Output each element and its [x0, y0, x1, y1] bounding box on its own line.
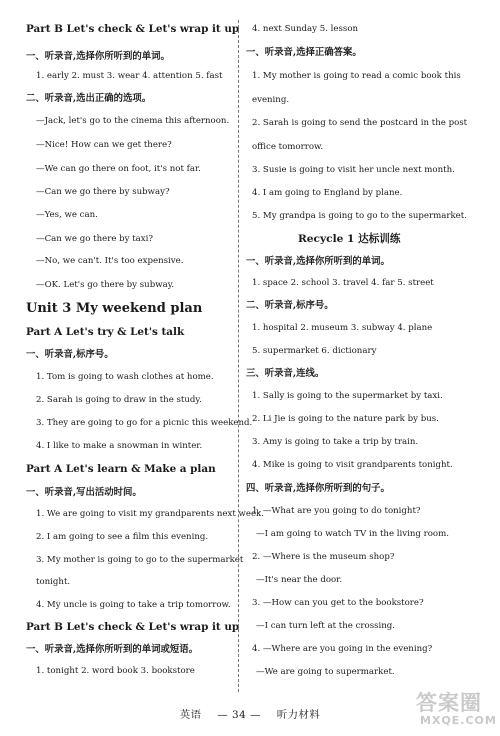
left-text-line: Part B Let's check & Let's wrap it up [26, 621, 240, 633]
right-text-line: 4. —Where are you going in the evening? [252, 644, 433, 654]
right-text-line: 4. next Sunday 5. lesson [252, 24, 359, 34]
right-text-line: Recycle 1 达标训练 [298, 233, 401, 245]
left-text-line: 2. I am going to see a film this evening. [36, 532, 209, 542]
watermark-top: 答案圈 [416, 691, 482, 715]
watermark-bottom: MXQE.COM [420, 714, 497, 727]
left-text-line: 一、听录音,选择你所听到的单词或短语。 [26, 644, 199, 655]
left-text-line: 二、听录音,选出正确的选项。 [26, 93, 152, 104]
right-text-line: 4. I am going to England by plane. [252, 188, 403, 198]
right-text-line: 3. Susie is going to visit her uncle next month. [252, 165, 455, 175]
right-text-line: 3. —How can you get to the bookstore? [252, 598, 424, 608]
left-text-line: —Jack, let's go to the cinema this afternoon. [36, 116, 230, 126]
left-text-line: 1. We are going to visit my grandparents next week. [36, 509, 264, 519]
footer-label: 听力材料 [276, 709, 321, 721]
left-text-line: 3. My mother is going to go to the supermarket [36, 555, 244, 565]
right-text-line: 一、听录音,选择你所听到的单词。 [246, 256, 390, 267]
right-text-line: evening. [252, 95, 290, 105]
left-text-line: 一、听录音,标序号。 [26, 349, 114, 360]
right-text-line: 2. Sarah is going to send the postcard in the post [252, 118, 468, 128]
left-text-line: Part A Let's learn & Make a plan [26, 463, 216, 475]
watermark-logo [414, 687, 496, 731]
left-text-line: 一、听录音,选择你所听到的单词。 [26, 51, 170, 62]
column-divider [238, 20, 240, 692]
right-text-line: 5. My grandpa is going to go to the supermarket. [252, 211, 467, 221]
left-text-line: Part A Let's try & Let's talk [26, 326, 185, 338]
left-text-line: —Yes, we can. [36, 210, 98, 220]
right-text-line: 5. supermarket 6. dictionary [252, 346, 377, 356]
left-text-line: —Can we go there by subway? [36, 187, 170, 197]
right-text-line: —It's near the door. [256, 575, 343, 585]
left-text-line: —OK. Let's go there by subway. [36, 280, 175, 290]
left-text-line: 一、听录音,写出活动时间。 [26, 487, 142, 498]
right-text-line: 3. Amy is going to take a trip by train. [252, 437, 419, 447]
left-text-line: —Nice! How can we get there? [36, 140, 172, 150]
left-text-line: 4. I like to make a snowman in winter. [36, 441, 203, 451]
left-text-line: —No, we can't. It's too expensive. [36, 256, 184, 266]
left-text-line: —Can we go there by taxi? [36, 234, 154, 244]
footer-page-number: — 34 — [217, 709, 261, 721]
right-text-line: 一、听录音,选择正确答案。 [246, 47, 362, 58]
left-text-line: Part B Let's check & Let's wrap it up [26, 23, 240, 35]
left-text-line: —We can go there on foot, it's not far. [36, 164, 201, 174]
right-text-line: 1. hospital 2. museum 3. subway 4. plane [252, 323, 433, 333]
left-text-line: 1. tonight 2. word book 3. bookstore [36, 666, 195, 676]
right-text-line: —I can turn left at the crossing. [256, 621, 396, 631]
left-text-line: tonight. [36, 577, 71, 587]
right-text-line: 2. Li Jie is going to the nature park by bus. [252, 414, 439, 424]
right-text-line: office tomorrow. [252, 142, 324, 152]
right-text-line: 4. Mike is going to visit grandparents tonight. [252, 460, 453, 470]
right-text-line: 三、听录音,连线。 [246, 368, 325, 379]
left-text-line: Unit 3 My weekend plan [26, 301, 203, 316]
left-text-line: 3. They are going to go for a picnic this weekend. [36, 418, 253, 428]
right-text-line: 1. My mother is going to read a comic book this [252, 71, 461, 81]
right-text-line: 二、听录音,标序号。 [246, 300, 334, 311]
right-text-line: 2. —Where is the museum shop? [252, 552, 395, 562]
left-text-line: 2. Sarah is going to draw in the study. [36, 395, 202, 405]
right-text-line: 四、听录音,选择你所听到的句子。 [246, 483, 390, 494]
right-text-line: 1. space 2. school 3. travel 4. far 5. street [252, 278, 434, 288]
right-text-line: —I am going to watch TV in the living room. [256, 529, 449, 539]
left-text-line: 1. early 2. must 3. wear 4. attention 5. fast [36, 71, 223, 81]
right-text-line: 1. —What are you going to do tonight? [252, 506, 421, 516]
right-text-line: 1. Sally is going to the supermarket by taxi. [252, 391, 443, 401]
left-text-line: 4. My uncle is going to take a trip tomorrow. [36, 600, 231, 610]
right-text-line: —We are going to supermarket. [256, 667, 395, 677]
footer-subject: 英语 [179, 709, 202, 721]
left-text-line: 1. Tom is going to wash clothes at home. [36, 372, 214, 382]
